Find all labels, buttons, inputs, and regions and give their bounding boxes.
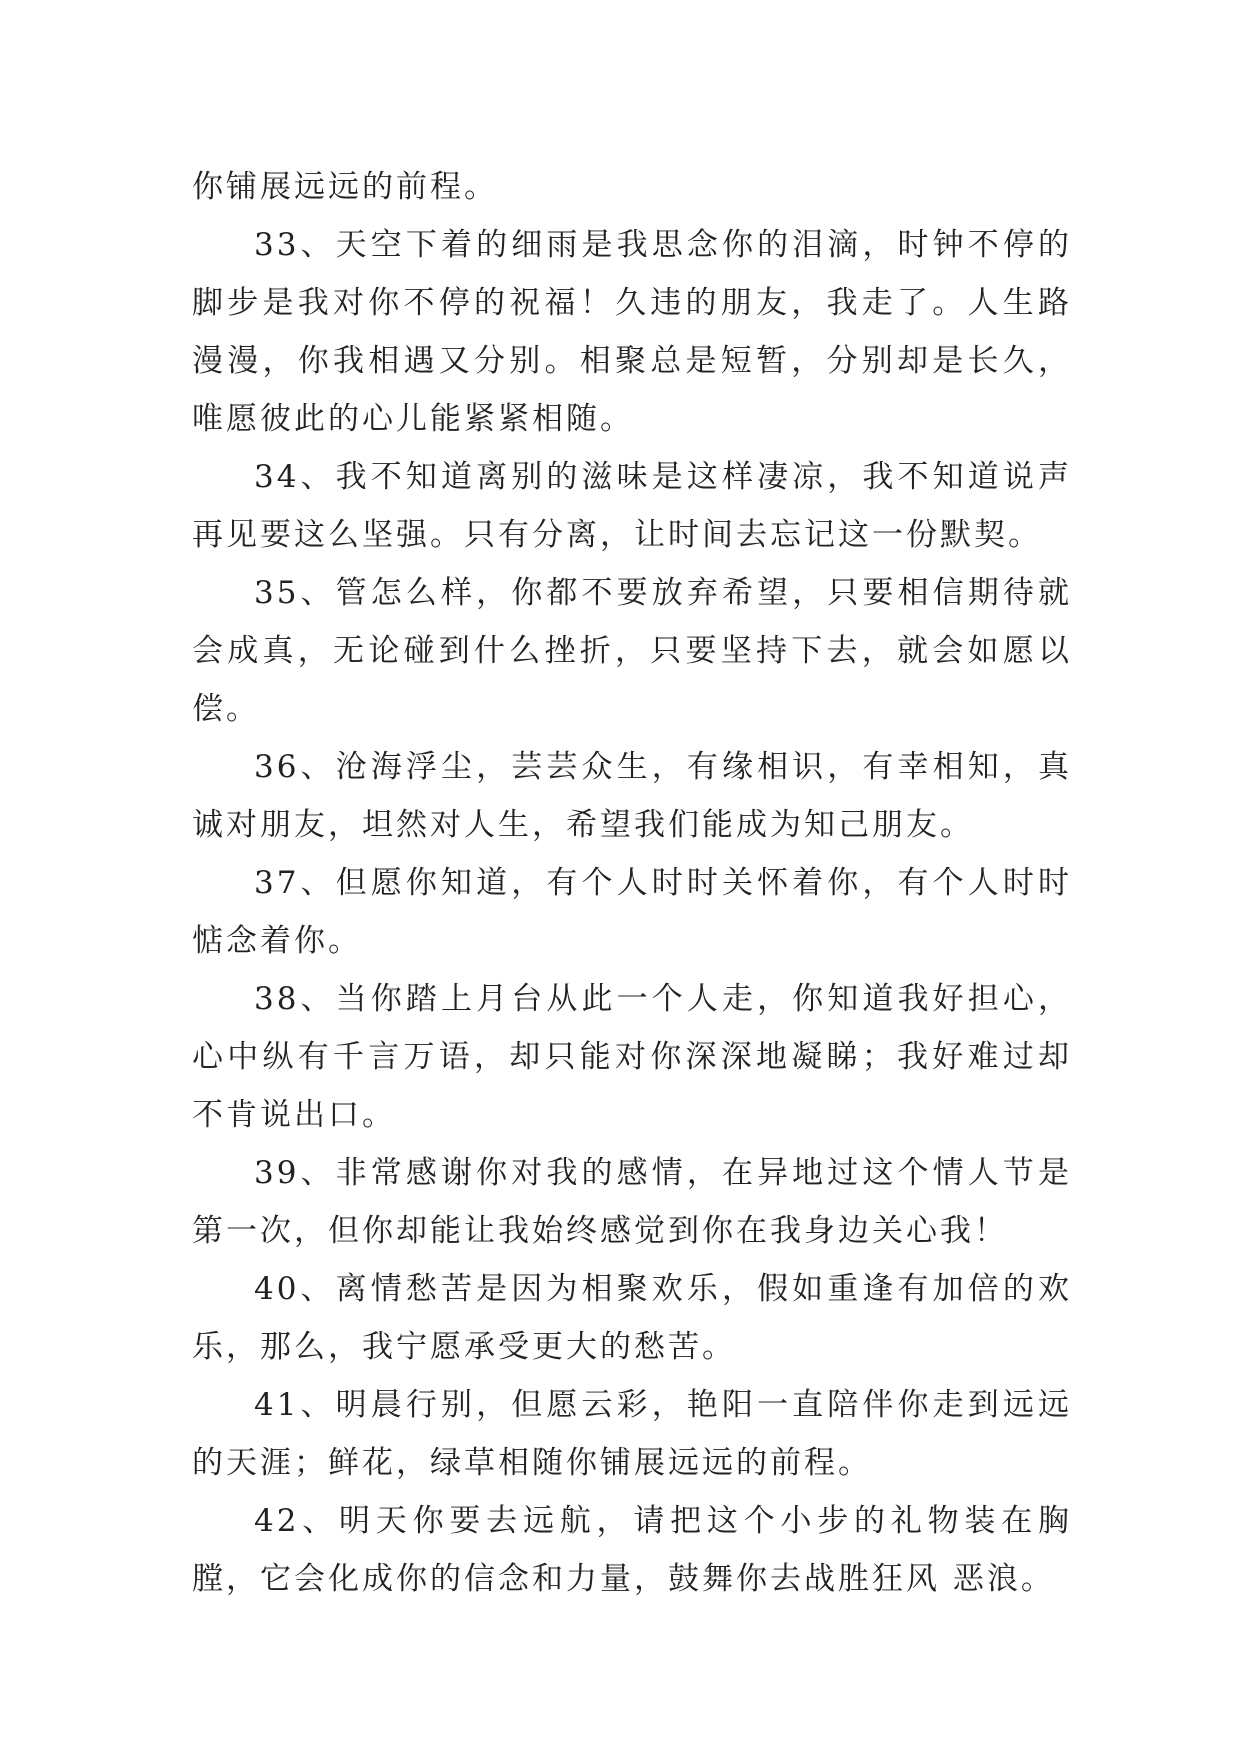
paragraph-35: 35、管怎么样，你都不要放弃希望，只要相信期待就会成真，无论碰到什么挫折，只要坚持下去，就会如愿以偿。 <box>192 575 1072 727</box>
paragraph-40: 40、离情愁苦是因为相聚欢乐，假如重逢有加倍的欢乐，那么，我宁愿承受更大的愁苦。 <box>192 1271 1072 1365</box>
paragraph-33: 33、天空下着的细雨是我思念你的泪滴，时钟不停的脚步是我对你不停的祝福！久违的朋友，我走了。人生路漫漫，你我相遇又分别。相聚总是短暂，分别却是长久，唯愿彼此的心儿能紧紧相随。 <box>192 227 1072 437</box>
paragraph-34: 34、我不知道离别的滋味是这样凄凉，我不知道说声再见要这么坚强。只有分离，让时间去忘记这一份默契。 <box>192 459 1072 553</box>
paragraph-continuation: 你铺展远远的前程。 <box>192 169 498 205</box>
paragraph-39: 39、非常感谢你对我的感情，在异地过这个情人节是第一次，但你却能让我始终感觉到你在我身边关心我！ <box>192 1155 1072 1249</box>
paragraph-36: 36、沧海浮尘，芸芸众生，有缘相识，有幸相知，真诚对朋友，坦然对人生，希望我们能成为知己朋友。 <box>192 749 1072 843</box>
document-body <box>192 158 1072 1608</box>
paragraph-37: 37、但愿你知道，有个人时时关怀着你，有个人时时惦念着你。 <box>192 865 1072 959</box>
paragraph-38: 38、当你踏上月台从此一个人走，你知道我好担心，心中纵有千言万语，却只能对你深深地凝睇；我好难过却不肯说出口。 <box>192 981 1072 1133</box>
paragraph-41: 41、明晨行别，但愿云彩，艳阳一直陪伴你走到远远的天涯；鲜花，绿草相随你铺展远远的前程。 <box>192 1387 1072 1481</box>
paragraph-42: 42、明天你要去远航，请把这个小步的礼物装在胸膛，它会化成你的信念和力量，鼓舞你去战胜狂风 恶浪。 <box>192 1503 1072 1597</box>
